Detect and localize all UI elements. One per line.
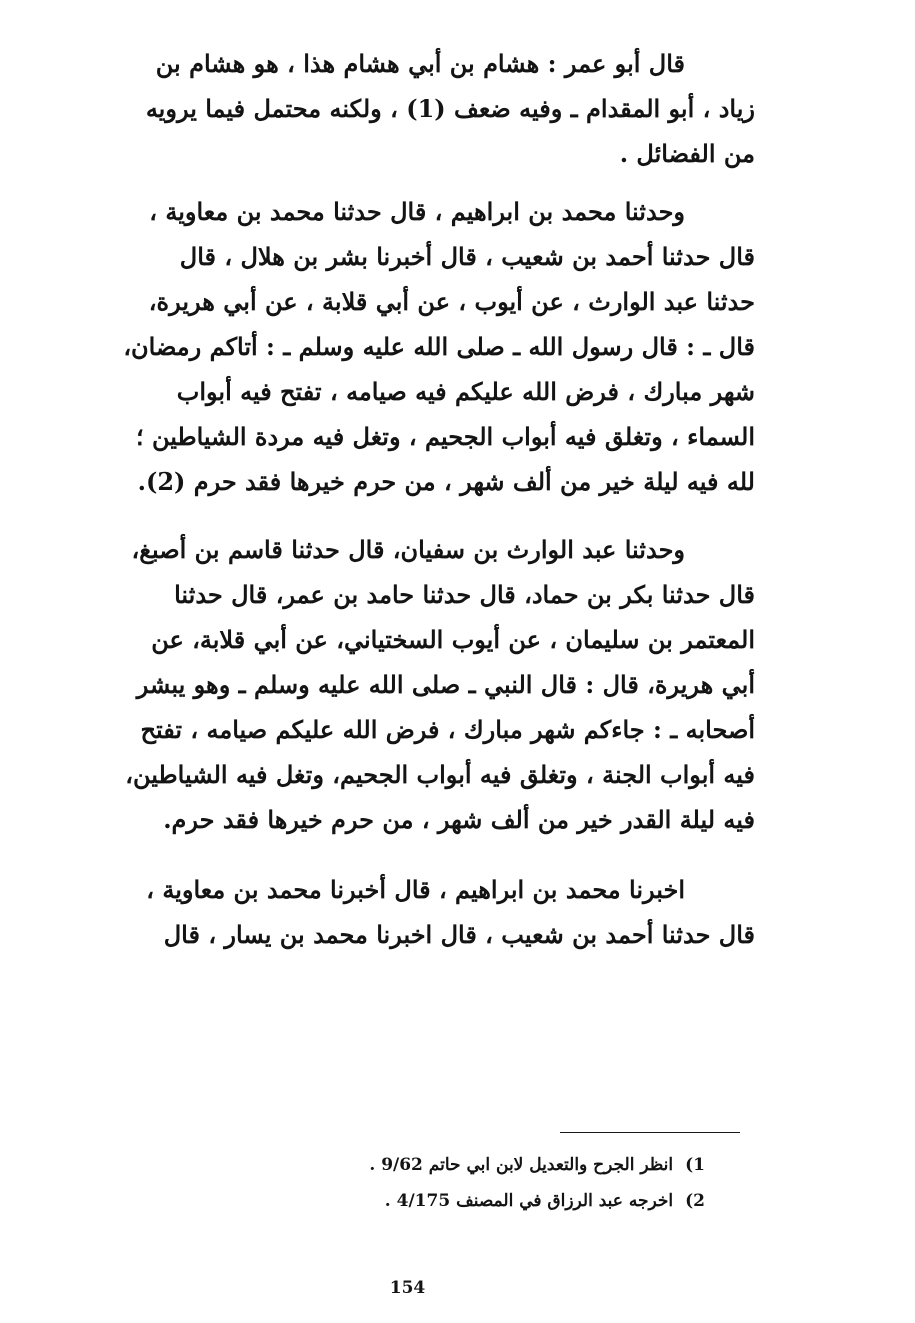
paragraph-1 [100, 41, 755, 176]
paragraph-3 [100, 527, 755, 842]
text-line: شهر مبارك ، فرض الله عليكم فيه صيامه ، تفتح فيه أبواب [176, 377, 755, 406]
text-line: وحدثنا عبد الوارث بن سفيان، قال حدثنا قاسم بن أصبغ، [131, 535, 685, 564]
text-line: أصحابه ـ : جاءكم شهر مبارك ، فرض الله عليكم صيامه ، تفتح [140, 715, 755, 744]
page-number: 154 [389, 1278, 426, 1298]
text-line: اخبرنا محمد بن ابراهيم ، قال أخبرنا محمد بن معاوية ، [146, 875, 685, 904]
footnotes [240, 1147, 705, 1219]
text-line: زياد ، أبو المقدام ـ وفيه ضعف (1) ، ولكنه محتمل فيما يرويه [145, 94, 755, 123]
footnote-text: انظر الجرح والتعديل لابن ابي حاتم 9/62 . [369, 1155, 674, 1175]
footnote-divider [560, 1132, 740, 1133]
text-line: قال حدثنا بكر بن حماد، قال حدثنا حامد بن عمر، قال حدثنا [174, 580, 755, 609]
paragraph-2 [100, 189, 755, 504]
text-line: قال ـ : قال رسول الله ـ صلى الله عليه وسلم ـ : أتاكم رمضان، [123, 332, 755, 361]
text-line: قال حدثنا أحمد بن شعيب ، قال اخبرنا محمد بن يسار ، قال [163, 920, 755, 949]
text-line: لله فيه ليلة خير من ألف شهر ، من حرم خيرها فقد حرم (2). [137, 467, 755, 496]
text-line: فيه ليلة القدر خير من ألف شهر ، من حرم خيرها فقد حرم. [163, 805, 755, 834]
footnote-2 [240, 1183, 705, 1219]
footnote-text: اخرجه عبد الرزاق في المصنف 4/175 . [384, 1191, 674, 1211]
footnote-number: 2) [685, 1191, 705, 1211]
footnote-number: 1) [685, 1155, 705, 1175]
text-line: وحدثنا محمد بن ابراهيم ، قال حدثنا محمد بن معاوية ، [149, 197, 685, 226]
text-line: السماء ، وتغلق فيه أبواب الجحيم ، وتغل فيه مردة الشياطين ؛ [136, 422, 755, 451]
text-line: أبي هريرة، قال : قال النبي ـ صلى الله عليه وسلم ـ وهو يبشر [136, 670, 755, 699]
paragraph-4 [100, 867, 755, 957]
text-line: من الفضائل . [619, 139, 755, 168]
text-line: المعتمر بن سليمان ، عن أيوب السختياني، عن أبي قلابة، عن [151, 625, 755, 654]
text-line: قال أبو عمر : هشام بن أبي هشام هذا ، هو هشام بن [155, 49, 685, 78]
text-line: حدثنا عبد الوارث ، عن أيوب ، عن أبي قلابة ، عن أبي هريرة، [148, 287, 755, 316]
footnote-1 [240, 1147, 705, 1183]
text-line: قال حدثنا أحمد بن شعيب ، قال أخبرنا بشر بن هلال ، قال [179, 242, 755, 271]
text-line: فيه أبواب الجنة ، وتغلق فيه أبواب الجحيم، وتغل فيه الشياطين، [125, 760, 755, 789]
